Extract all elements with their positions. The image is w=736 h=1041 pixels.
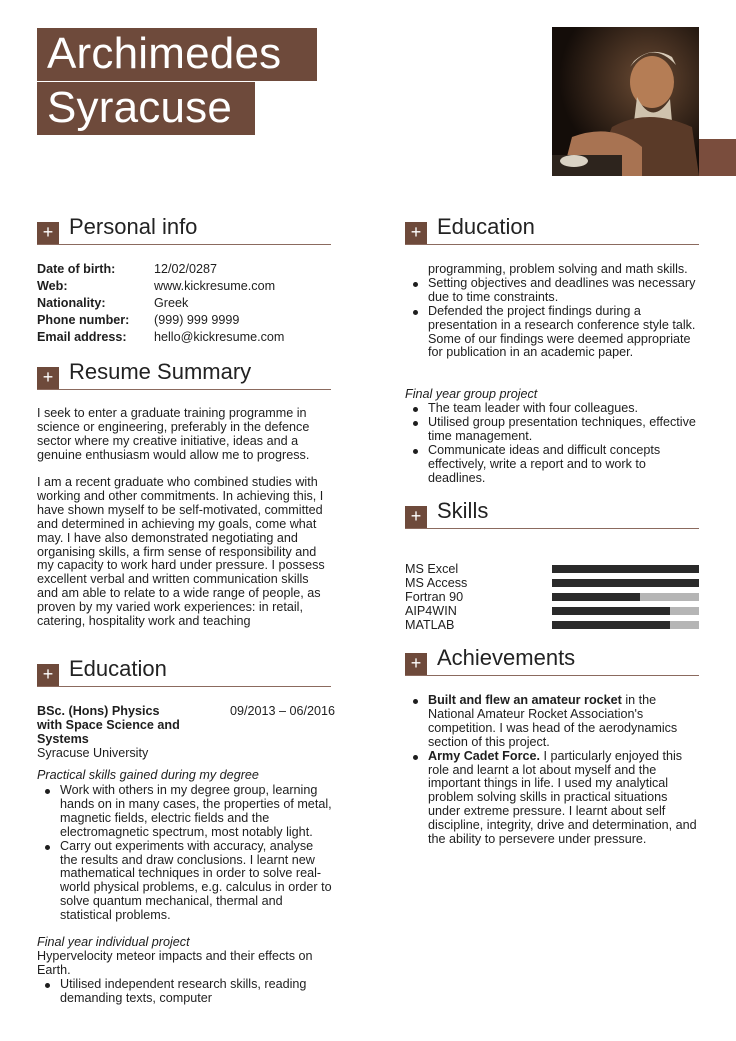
skill-row bbox=[405, 604, 700, 618]
summary-paragraph-1: I seek to enter a graduate training programme in science or engineering, preferably in the defence sector where my creative initiative, ideas and a genuine enthusiasm would allow me to progress. bbox=[37, 406, 310, 462]
bullet-list bbox=[37, 978, 333, 1006]
skill-level-fill bbox=[552, 565, 699, 573]
project-description: Hypervelocity meteor impacts and their effects on Earth. bbox=[37, 949, 313, 977]
skill-level-fill bbox=[552, 607, 670, 615]
info-value[interactable]: hello@kickresume.com bbox=[154, 330, 285, 344]
portrait-image bbox=[552, 27, 699, 176]
achievement-text: in the National Amateur Rocket Association's competition. I was head of the aerodynamics section of this project. bbox=[428, 693, 678, 749]
list-item: The team leader with four colleagues. bbox=[428, 402, 701, 416]
subsection-title: Practical skills gained during my degree bbox=[37, 768, 259, 782]
skill-level-track bbox=[552, 593, 699, 601]
info-label: Phone number: bbox=[37, 313, 130, 327]
section-title: Personal info bbox=[69, 214, 198, 239]
plus-icon: + bbox=[37, 664, 59, 686]
list-item bbox=[428, 750, 701, 847]
info-row bbox=[37, 313, 337, 330]
list-item: Carry out experiments with accuracy, analyse the results and draw conclusions. I learnt new mathematical techniques in order to solve real-world physical problems, e.g. calculus in order to solve quantum mechanical, thermal and statistical problems. bbox=[60, 838, 332, 923]
school-name: Syracuse University bbox=[37, 746, 149, 760]
list-item: Communicate ideas and difficult concepts effectively, write a report and to work to deadlines. bbox=[428, 444, 701, 486]
portrait-photo bbox=[552, 27, 699, 176]
skill-level-track bbox=[552, 621, 699, 629]
info-row bbox=[37, 262, 337, 279]
photo-accent-block bbox=[699, 139, 736, 176]
info-row bbox=[37, 279, 337, 296]
section-title: Resume Summary bbox=[69, 359, 252, 384]
skill-level-fill bbox=[552, 579, 699, 587]
skill-level-track bbox=[552, 607, 699, 615]
section-title: Education bbox=[69, 656, 167, 681]
info-value: (999) 999 9999 bbox=[154, 313, 240, 327]
info-value[interactable]: www.kickresume.com bbox=[154, 279, 276, 293]
plus-icon: + bbox=[405, 653, 427, 675]
section-education-continued bbox=[405, 214, 699, 245]
section-education bbox=[37, 656, 331, 687]
list-item: Setting objectives and deadlines was necessary due to time constraints. bbox=[428, 277, 701, 305]
skill-level-track bbox=[552, 565, 699, 573]
list-item: Utilised group presentation techniques, effective time management. bbox=[428, 416, 701, 444]
skill-name: AIP4WIN bbox=[405, 604, 457, 618]
section-skills bbox=[405, 498, 699, 529]
bullet-list bbox=[37, 784, 333, 923]
degree-dates: 09/2013 – 06/2016 bbox=[229, 704, 335, 718]
section-personal-info bbox=[37, 214, 331, 245]
info-label: Web: bbox=[37, 279, 68, 293]
bullet-list bbox=[405, 402, 701, 485]
skill-level-fill bbox=[552, 593, 640, 601]
last-name: Syracuse bbox=[37, 82, 255, 135]
plus-icon: + bbox=[37, 222, 59, 244]
list-item: Utilised independent research skills, reading demanding texts, computer bbox=[60, 978, 333, 1006]
section-achievements bbox=[405, 645, 699, 676]
info-value: Greek bbox=[154, 296, 189, 310]
plus-icon: + bbox=[37, 367, 59, 389]
info-label: Email address: bbox=[37, 330, 127, 344]
skill-name: MS Excel bbox=[405, 562, 459, 576]
info-row bbox=[37, 296, 337, 313]
info-label: Date of birth: bbox=[37, 262, 116, 276]
skill-level-track bbox=[552, 579, 699, 587]
summary-paragraph-2: I am a recent graduate who combined studies with working and other commitments. In achieving this, I have shown myself to be self-motivated, committed and determined in achieving my goals, come what may. I have also demonstrated negotiating and organising skills, a firm sense of responsibility and my capacity to work hard under pressure. I possess excellent verbal and written communication skills and am able to relate to a wide range of people, as proven by my varied work experiences: in retail, catering, hospitality work and teaching bbox=[37, 475, 325, 629]
achievement-text: I particularly enjoyed this role and learnt a lot about myself and the important things in life. I used my analytical problem solving skills in practical situations under extreme pressure. I learnt about self discipline, integrity, drive and determination, and the ability to persevere under pressure. bbox=[428, 748, 697, 847]
plus-icon: + bbox=[405, 222, 427, 244]
bullet-list bbox=[405, 694, 701, 847]
subsection-title: Final year group project bbox=[405, 387, 538, 401]
skill-row bbox=[405, 562, 700, 576]
plus-icon: + bbox=[405, 506, 427, 528]
achievement-title: Built and flew an amateur rocket bbox=[428, 693, 622, 707]
section-resume-summary bbox=[37, 359, 331, 390]
list-item-continued: programming, problem solving and math skills. bbox=[428, 262, 688, 276]
first-name: Archimedes bbox=[37, 28, 317, 81]
list-item bbox=[428, 694, 701, 750]
section-title: Achievements bbox=[437, 645, 576, 670]
skill-row bbox=[405, 590, 700, 604]
skill-row bbox=[405, 576, 700, 590]
skill-name: MS Access bbox=[405, 576, 468, 590]
achievement-title: Army Cadet Force. bbox=[428, 748, 540, 763]
skill-name: Fortran 90 bbox=[405, 590, 464, 604]
info-value: 12/02/0287 bbox=[154, 262, 218, 276]
bullet-list bbox=[405, 263, 701, 360]
skill-row bbox=[405, 618, 700, 632]
list-item: Work with others in my degree group, learning hands on in many cases, the properties of metal, magnetic fields, electric fields and the electromagnetic spectrum, most notably light. bbox=[60, 783, 332, 839]
skill-name: MATLAB bbox=[405, 618, 455, 632]
info-label: Nationality: bbox=[37, 296, 106, 310]
section-title: Education bbox=[437, 214, 535, 239]
subsection-title: Final year individual project bbox=[37, 935, 190, 949]
degree-title: BSc. (Hons) Physics with Space Science and Systems bbox=[37, 704, 180, 746]
section-title: Skills bbox=[437, 498, 489, 523]
skill-level-fill bbox=[552, 621, 670, 629]
list-item: Defended the project findings during a presentation in a research conference style talk. Some of our findings were deemed appropriate for publication in an academic paper. bbox=[428, 305, 701, 361]
info-row bbox=[37, 330, 337, 347]
